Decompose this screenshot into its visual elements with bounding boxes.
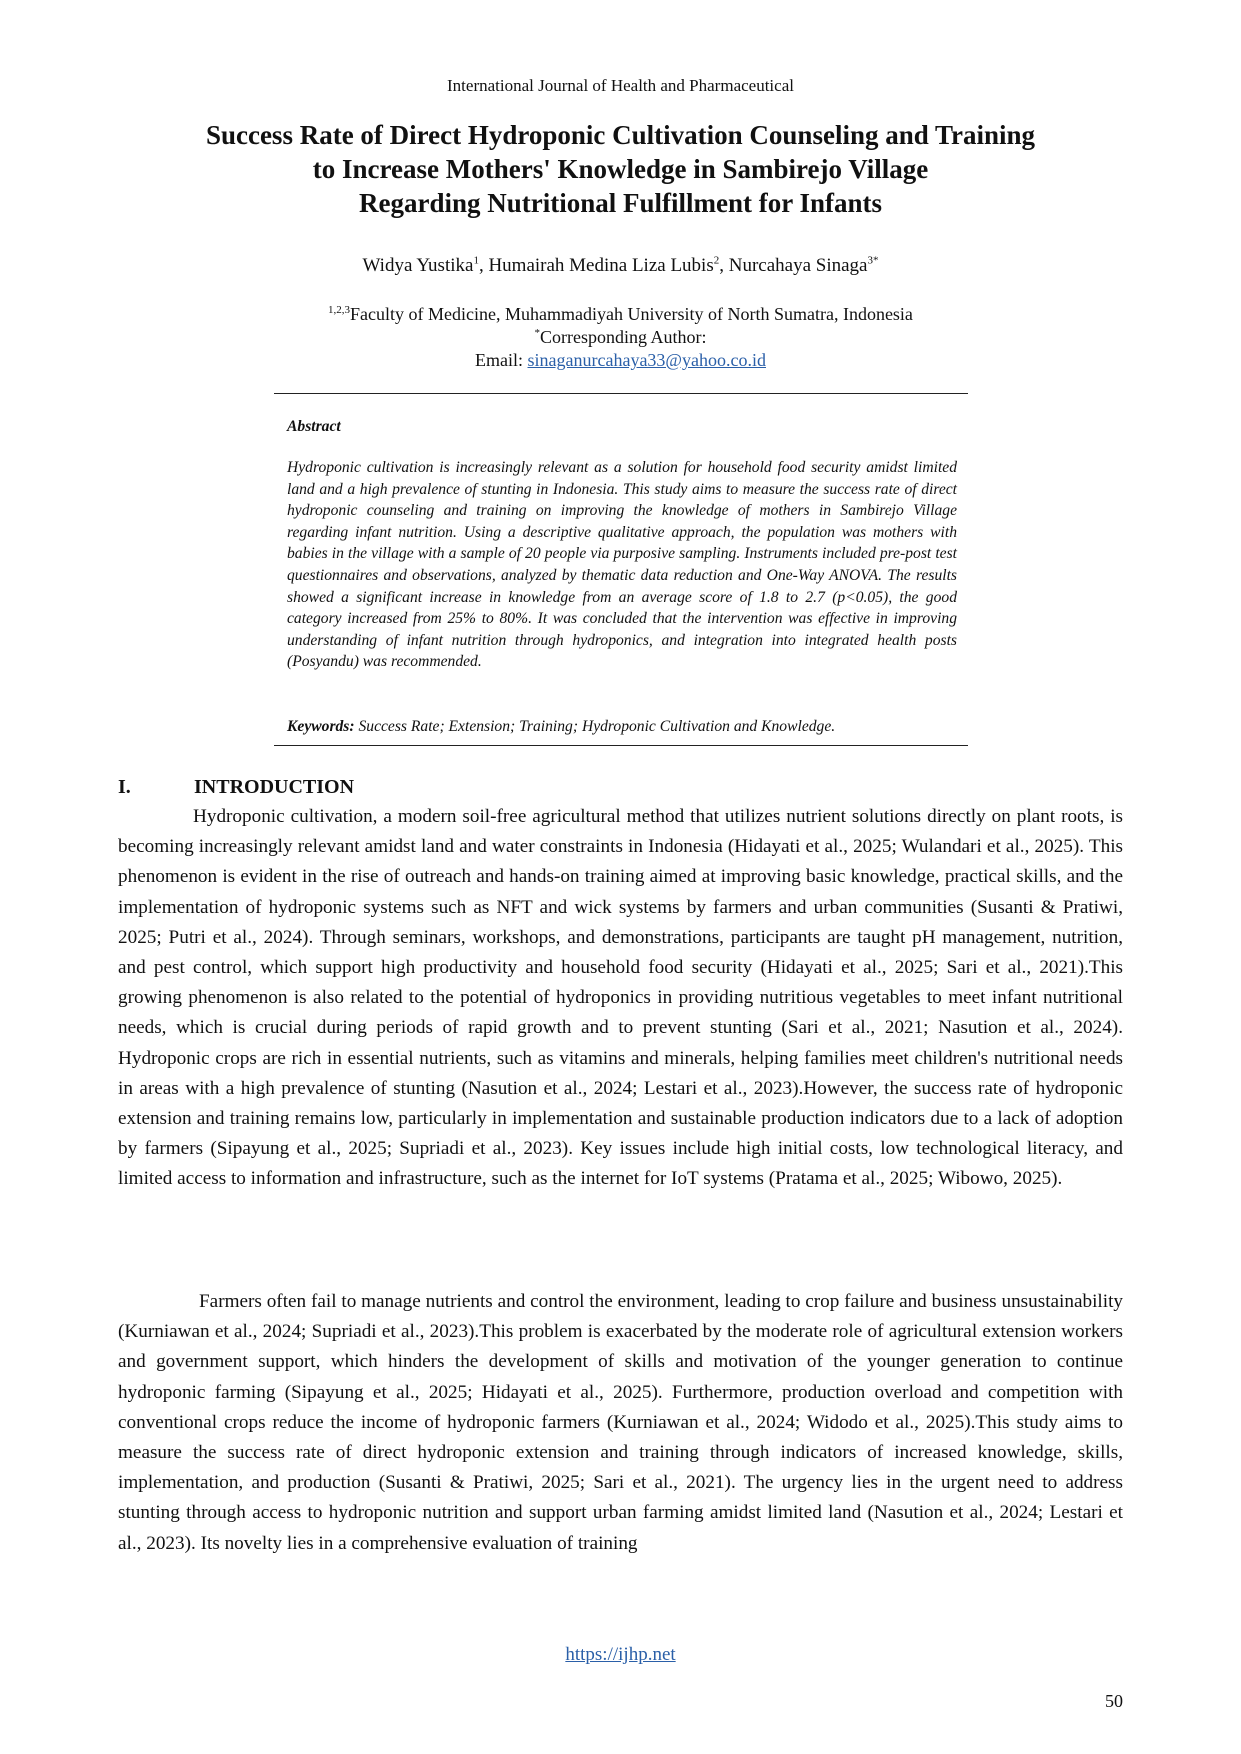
author-affiliation-mark: 1: [473, 254, 479, 267]
email-label: Email:: [475, 350, 528, 370]
abstract-text: Hydroponic cultivation is increasingly relevant as a solution for household food security amidst limited land and a high prevalence of stunting in Indonesia. This study aims to measure the success rate of direct hydroponic counseling and training on improving the knowledge of mothers in Sambirejo Village regarding infant nutrition. Using a descriptive qualitative approach, the population was mothers with babies in the village with a sample of 20 people via purposive sampling. Instruments included pre-post test questionnaires and observations, analyzed by thematic data reduction and One-Way ANOVA. The results showed a significant increase in knowledge from an average score of 1.8 to 2.7 (p<0.05), the good category increased from 25% to 80%. It was concluded that the intervention was effective in improving understanding of infant nutrition through hydroponics, and integration into integrated health posts (Posyandu) was recommended.: [287, 459, 957, 671]
corresponding-label: Corresponding Author:: [540, 327, 707, 347]
affiliation-text: Faculty of Medicine, Muhammadiyah University of North Sumatra, Indonesia: [350, 304, 913, 324]
author-name: Widya Yustika: [362, 255, 474, 276]
journal-url-link[interactable]: https://ijhp.net: [565, 1644, 676, 1665]
section-heading: [118, 775, 354, 799]
affiliation-mark: 1,2,3: [328, 304, 351, 316]
keywords-text: Success Rate; Extension; Training; Hydroponic Cultivation and Knowledge.: [354, 718, 836, 735]
title-line: Regarding Nutritional Fulfillment for Infants: [358, 188, 882, 218]
affiliation-line: [0, 303, 1241, 326]
footer-url: [0, 1644, 1241, 1666]
page-number: 50: [1105, 1691, 1123, 1711]
author-name: Nurcahaya Sinaga: [728, 255, 868, 276]
abstract-top-rule: [274, 393, 968, 394]
author-name: Humairah Medina Liza Lubis: [488, 255, 714, 276]
body-paragraph: Farmers often fail to manage nutrients and control the environment, leading to crop failure and business unsustainability (Kurniawan et al., 2024; Supriadi et al., 2023).This problem is exacerbated by the moderate role of agricultural extension workers and government support, which hinders the development of skills and motivation of the younger generation to continue hydroponic farming (Sipayung et al., 2025; Hidayati et al., 2025). Furthermore, production overload and competition with conventional crops reduce the income of hydroponic farmers (Kurniawan et al., 2024; Widodo et al., 2025).This study aims to measure the success rate of direct hydroponic extension and training through indicators of increased knowledge, skills, implementation, and production (Susanti & Pratiwi, 2025; Sari et al., 2021). The urgency lies in the urgent need to address stunting through access to hydroponic nutrition and support urban farming amidst limited land (Nasution et al., 2024; Lestari et al., 2023). Its novelty lies in a comprehensive evaluation of training: [118, 1291, 1123, 1554]
abstract-heading: Abstract: [287, 418, 341, 435]
paper-title: [120, 118, 1121, 220]
author-affiliation-mark: 2: [713, 254, 720, 267]
journal-name: International Journal of Health and Pharmaceutical: [447, 76, 794, 95]
keywords-label: Keywords:: [287, 718, 355, 735]
corresponding-author-line: [0, 326, 1241, 349]
corresponding-mark: *: [534, 327, 540, 339]
email-line: [0, 349, 1241, 372]
title-line: Success Rate of Direct Hydroponic Cultivation Counseling and Training: [205, 120, 1036, 150]
body-paragraph: Hydroponic cultivation, a modern soil-free agricultural method that utilizes nutrient solutions directly on plant roots, is becoming increasingly relevant amidst land and water constraints in Indonesia (Hidayati et al., 2025; Wulandari et al., 2025). This phenomenon is evident in the rise of outreach and hands-on training aimed at improving basic knowledge, practical skills, and the implementation of hydroponic systems such as NFT and wick systems by farmers and urban communities (Susanti & Pratiwi, 2025; Putri et al., 2024). Through seminars, workshops, and demonstrations, participants are taught pH management, nutrition, and pest control, which support high productivity and household food security (Hidayati et al., 2025; Sari et al., 2021).This growing phenomenon is also related to the potential of hydroponics in providing nutritious vegetables to meet infant nutritional needs, which is crucial during periods of rapid growth and to prevent stunting (Sari et al., 2021; Nasution et al., 2024). Hydroponic crops are rich in essential nutrients, such as vitamins and minerals, helping families meet children's nutritional needs in areas with a high prevalence of stunting (Nasution et al., 2024; Lestari et al., 2023).However, the success rate of hydroponic extension and training remains low, particularly in implementation and sustainable production indicators due to a lack of adoption by farmers (Sipayung et al., 2025; Supriadi et al., 2023). Key issues include high initial costs, low technological literacy, and limited access to information and infrastructure, such as the internet for IoT systems (Pratama et al., 2025; Wibowo, 2025).: [118, 806, 1123, 1190]
section-title: INTRODUCTION: [194, 776, 355, 798]
section-number: I.: [118, 776, 131, 798]
author-list: Widya Yustika$^1$, Humairah Medina Liza Lubis$^2$, Nurcahaya Sinaga$^{3*}$: [362, 254, 879, 276]
abstract-bottom-rule: [274, 745, 968, 746]
author-affiliation-mark: 3*: [867, 254, 879, 267]
keywords-line: [287, 716, 957, 738]
email-link[interactable]: sinaganurcahaya33@yahoo.co.id: [527, 350, 766, 370]
title-line: to Increase Mothers' Knowledge in Sambirejo Village: [312, 154, 929, 184]
affiliation-block: [0, 303, 1241, 372]
